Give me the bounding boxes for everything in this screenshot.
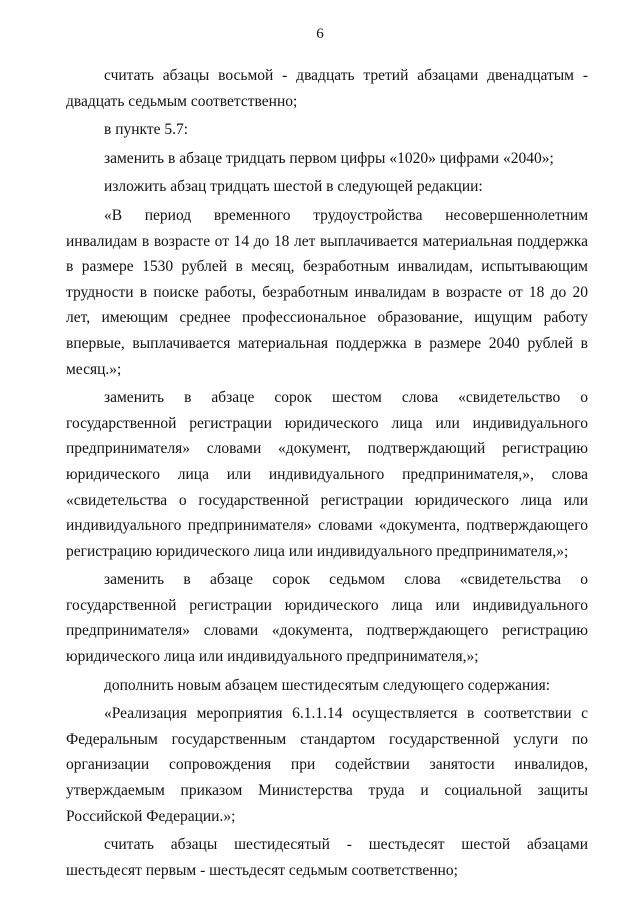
paragraph-replace-47: заменить в абзаце сорок седьмом слова «свидетельства о государственной регистрации юридического лица или индивидуального предпринимателя» словами «документа, подтверждающего регистрацию юридического лица или индивидуального предпринимателя,»;: [66, 571, 588, 666]
paragraph-renumber-8-23: считать абзацы восьмой - двадцать третий абзацами двенадцатым - двадцать седьмым соответственно;: [66, 67, 588, 110]
paragraph-replace-46: заменить в абзаце сорок шестом слова «свидетельство о государственной регистрации юридического лица или индивидуального предпринимателя» словами «документ, подтверждающий регистрацию юридического лица или индивидуального предпринимателя,», слова «свидетельства о государственной регистрации юридического лица или индивидуального предпринимателя» словами «документа, подтверждающего регистрацию юридического лица или индивидуального предпринимателя,»;: [66, 389, 588, 560]
paragraph-material-support: «В период временного трудоустройства несовершеннолетним инвалидам в возрасте от 14 до 18 лет выплачивается материальная поддержка в размере 1530 рублей в месяц, безработным инвалидам, испытывающим трудности в поиске работы, безработным инвалидам в возрасте от 18 до 20 лет, имеющим среднее профессиональное образование, ищущим работу впервые, выплачивается материальная поддержка в размере 2040 рублей в месяц.»;: [66, 206, 588, 378]
paragraph-add-60: дополнить новым абзацем шестидесятым следующего содержания:: [104, 676, 551, 694]
paragraph-section-5-7: в пункте 5.7:: [104, 121, 189, 139]
paragraph-replace-digits: заменить в абзаце тридцать первом цифры «1020» цифрами «2040»;: [104, 149, 554, 167]
paragraph-renumber-60-66: считать абзацы шестидесятый - шестьдесят шестой абзацами шестьдесят первым - шестьдесят седьмым соответственно;: [66, 836, 588, 879]
page-number: 6: [316, 26, 324, 42]
document-body: [66, 63, 588, 886]
paragraph-restate-36: изложить абзац тридцать шестой в следующей редакции:: [104, 178, 483, 196]
paragraph-measure-6-1-1-14: «Реализация мероприятия 6.1.1.14 осуществляется в соответствии с Федеральным государственным стандартом государственной услуги по организации сопровождения при содействии занятости инвалидов, утверждаемым приказом Министерства труда и социальной защиты Российской Федерации.»;: [66, 705, 588, 825]
